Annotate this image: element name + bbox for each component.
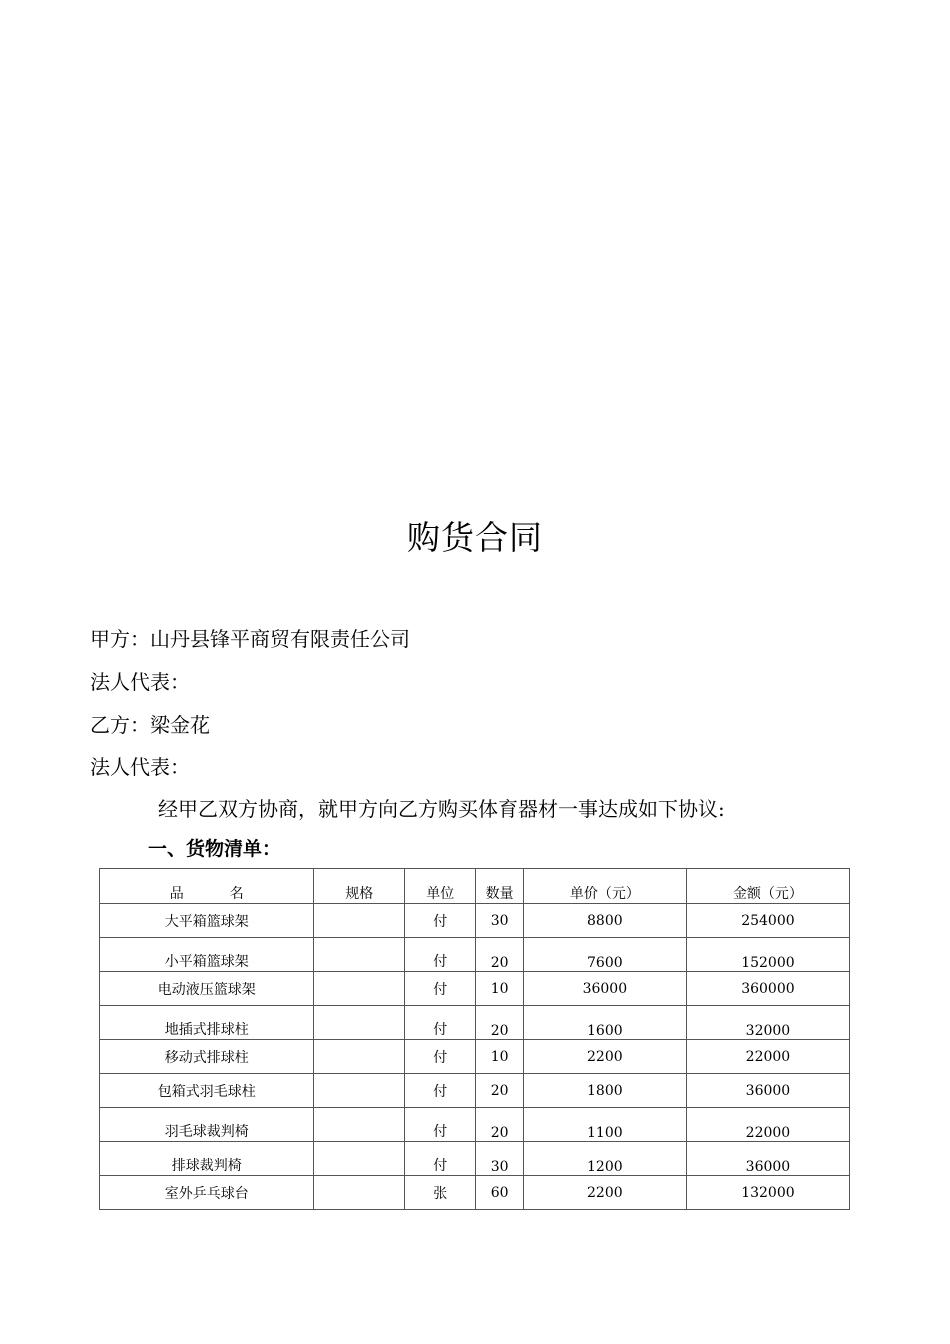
header-name-part1: 品 — [169, 886, 184, 902]
cell-price: 8800 — [523, 904, 686, 938]
cell-amount: 360000 — [686, 972, 849, 1006]
goods-table — [99, 868, 850, 1210]
header-name-part2: 名 — [229, 886, 244, 902]
cell-unit: 付 — [405, 1040, 476, 1074]
cell-amount: 32000 — [686, 1006, 849, 1040]
header-spec: 规格 — [314, 869, 405, 904]
cell-name: 移动式排球柱 — [100, 1040, 314, 1074]
cell-price: 2200 — [523, 1040, 686, 1074]
cell-unit: 付 — [405, 972, 476, 1006]
cell-name: 电动液压篮球架 — [100, 972, 314, 1006]
cell-unit: 付 — [405, 904, 476, 938]
party-b: 乙方：梁金花 — [90, 713, 210, 737]
cell-qty: 20 — [476, 1006, 523, 1040]
cell-unit: 付 — [405, 1074, 476, 1108]
table-row — [100, 1108, 850, 1142]
party-a-legal-rep: 法人代表： — [90, 670, 190, 694]
table-row — [100, 938, 850, 972]
table-header-row — [100, 869, 850, 904]
cell-qty: 10 — [476, 972, 523, 1006]
cell-unit: 张 — [405, 1176, 476, 1210]
cell-qty: 10 — [476, 1040, 523, 1074]
cell-spec — [314, 1074, 405, 1108]
cell-name: 小平箱篮球架 — [100, 938, 314, 972]
cell-qty: 30 — [476, 1142, 523, 1176]
cell-qty: 20 — [476, 1108, 523, 1142]
cell-amount: 254000 — [686, 904, 849, 938]
table-row — [100, 1074, 850, 1108]
cell-spec — [314, 938, 405, 972]
cell-unit: 付 — [405, 938, 476, 972]
header-qty: 数量 — [476, 869, 523, 904]
header-name — [100, 869, 314, 904]
cell-price: 36000 — [523, 972, 686, 1006]
cell-name: 包箱式羽毛球柱 — [100, 1074, 314, 1108]
table-row — [100, 904, 850, 938]
table-row — [100, 1142, 850, 1176]
cell-spec — [314, 972, 405, 1006]
cell-spec — [314, 1108, 405, 1142]
cell-amount: 36000 — [686, 1074, 849, 1108]
header-unit: 单位 — [405, 869, 476, 904]
cell-name: 室外乒乓球台 — [100, 1176, 314, 1210]
cell-price: 2200 — [523, 1176, 686, 1210]
cell-price: 1200 — [523, 1142, 686, 1176]
cell-price: 1100 — [523, 1108, 686, 1142]
agreement-intro: 经甲乙双方协商，就甲方向乙方购买体育器材一事达成如下协议: — [158, 797, 725, 821]
cell-qty: 30 — [476, 904, 523, 938]
table-row — [100, 1176, 850, 1210]
cell-amount: 22000 — [686, 1040, 849, 1074]
cell-spec — [314, 1040, 405, 1074]
cell-qty: 20 — [476, 1074, 523, 1108]
section-goods-list-heading: 一、货物清单： — [148, 838, 282, 860]
cell-amount: 22000 — [686, 1108, 849, 1142]
cell-spec — [314, 1142, 405, 1176]
cell-qty: 60 — [476, 1176, 523, 1210]
document-title: 购货合同 — [407, 518, 543, 557]
party-a: 甲方：山丹县锋平商贸有限责任公司 — [90, 627, 410, 651]
cell-price: 1800 — [523, 1074, 686, 1108]
header-price: 单价（元） — [523, 869, 686, 904]
cell-name: 地插式排球柱 — [100, 1006, 314, 1040]
cell-spec — [314, 1176, 405, 1210]
cell-amount: 132000 — [686, 1176, 849, 1210]
cell-price: 1600 — [523, 1006, 686, 1040]
cell-name: 大平箱篮球架 — [100, 904, 314, 938]
table-row — [100, 972, 850, 1006]
cell-spec — [314, 1006, 405, 1040]
cell-unit: 付 — [405, 1108, 476, 1142]
cell-amount: 36000 — [686, 1142, 849, 1176]
table-row — [100, 1040, 850, 1074]
table-row — [100, 1006, 850, 1040]
cell-name: 排球裁判椅 — [100, 1142, 314, 1176]
cell-price: 7600 — [523, 938, 686, 972]
cell-unit: 付 — [405, 1006, 476, 1040]
cell-name: 羽毛球裁判椅 — [100, 1108, 314, 1142]
cell-qty: 20 — [476, 938, 523, 972]
cell-spec — [314, 904, 405, 938]
header-amount: 金额（元） — [686, 869, 849, 904]
cell-unit: 付 — [405, 1142, 476, 1176]
cell-amount: 152000 — [686, 938, 849, 972]
party-b-legal-rep: 法人代表： — [90, 755, 190, 779]
